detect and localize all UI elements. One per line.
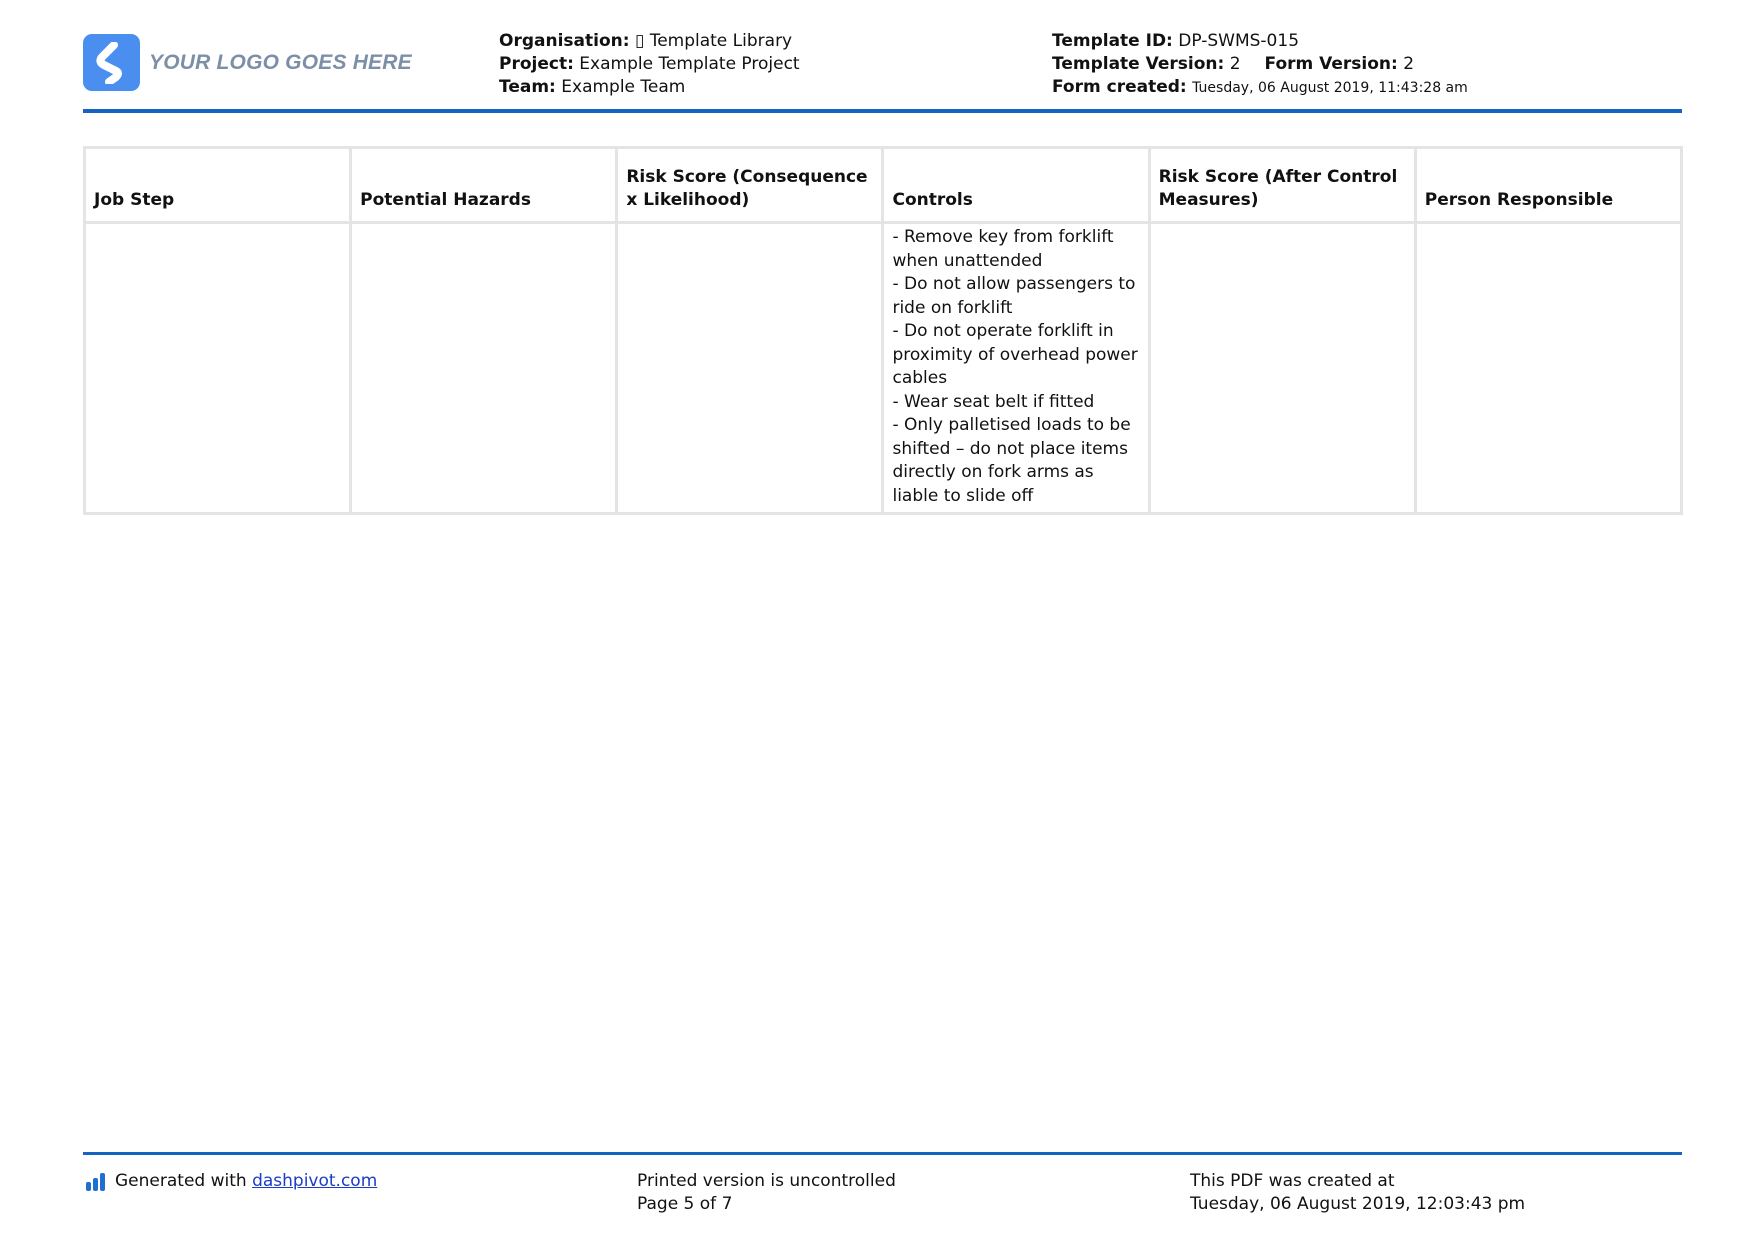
control-item: - Only palletised loads to be shifted – do not place items directly on fork arms as liable to slide off: [892, 415, 1131, 506]
pdf-created-label: This PDF was created at: [1190, 1171, 1395, 1191]
project-value: Example Template Project: [579, 54, 800, 74]
company-logo: [83, 34, 412, 91]
generated-prefix: Generated with: [115, 1171, 247, 1191]
column-header-job-step: Job Step: [85, 148, 351, 223]
dashpivot-icon: [86, 1173, 107, 1191]
team-line: [499, 76, 800, 99]
table-row: [85, 223, 1682, 514]
header-project-info: [499, 30, 800, 99]
template-id-value: DP-SWMS-015: [1178, 31, 1300, 51]
project-line: [499, 53, 800, 76]
form-created-label: Form created:: [1052, 77, 1187, 97]
risk-score-cell: [617, 223, 883, 514]
footer-pdf-info: [1190, 1170, 1525, 1216]
footer-print-info: [637, 1170, 896, 1216]
template-version-value: 2: [1229, 54, 1241, 74]
controls-cell: [883, 223, 1149, 514]
uncontrolled-notice: Printed version is uncontrolled: [637, 1171, 896, 1191]
team-value: Example Team: [561, 77, 686, 97]
team-label: Team:: [499, 77, 556, 97]
control-item: - Do not allow passengers to ride on forklift: [892, 274, 1136, 318]
footer-generated: [86, 1170, 377, 1193]
risk-score-after-cell: [1149, 223, 1415, 514]
swms-table: [83, 146, 1683, 515]
form-version-label: Form Version:: [1264, 54, 1398, 74]
version-line: [1052, 53, 1468, 76]
table-header-row: [85, 148, 1682, 223]
pdf-created-value: Tuesday, 06 August 2019, 12:03:43 pm: [1190, 1194, 1526, 1214]
header-template-info: [1052, 30, 1468, 100]
header-divider: [83, 109, 1682, 113]
template-id-label: Template ID:: [1052, 31, 1173, 51]
form-created-line: [1052, 76, 1468, 100]
potential-hazards-cell: [351, 223, 617, 514]
control-item: - Remove key from forklift when unattended: [892, 227, 1114, 271]
logo-icon: [83, 34, 140, 91]
dashpivot-link[interactable]: dashpivot.com: [252, 1171, 378, 1191]
project-label: Project:: [499, 54, 574, 74]
form-version-value: 2: [1403, 54, 1415, 74]
footer-divider: [83, 1152, 1682, 1155]
control-item: - Wear seat belt if fitted: [892, 391, 1095, 412]
person-responsible-cell: [1415, 223, 1681, 514]
form-created-value: Tuesday, 06 August 2019, 11:43:28 am: [1192, 80, 1468, 96]
logo-text: YOUR LOGO GOES HERE: [149, 50, 412, 74]
organisation-label: Organisation:: [499, 31, 630, 51]
column-header-risk-score-after: Risk Score (After Control Measures): [1149, 148, 1415, 223]
template-id-line: [1052, 30, 1468, 53]
organisation-value: ▯ Template Library: [634, 31, 793, 51]
control-item: - Do not operate forklift in proximity of overhead power cables: [892, 321, 1138, 388]
column-header-controls: Controls: [883, 148, 1149, 223]
column-header-person-responsible: Person Responsible: [1415, 148, 1681, 223]
column-header-risk-score: Risk Score (Consequence x Likelihood): [617, 148, 883, 223]
page-number: Page 5 of 7: [637, 1194, 733, 1214]
column-header-potential-hazards: Potential Hazards: [351, 148, 617, 223]
organisation-line: [499, 30, 800, 53]
template-version-label: Template Version:: [1052, 54, 1225, 74]
job-step-cell: [85, 223, 351, 514]
